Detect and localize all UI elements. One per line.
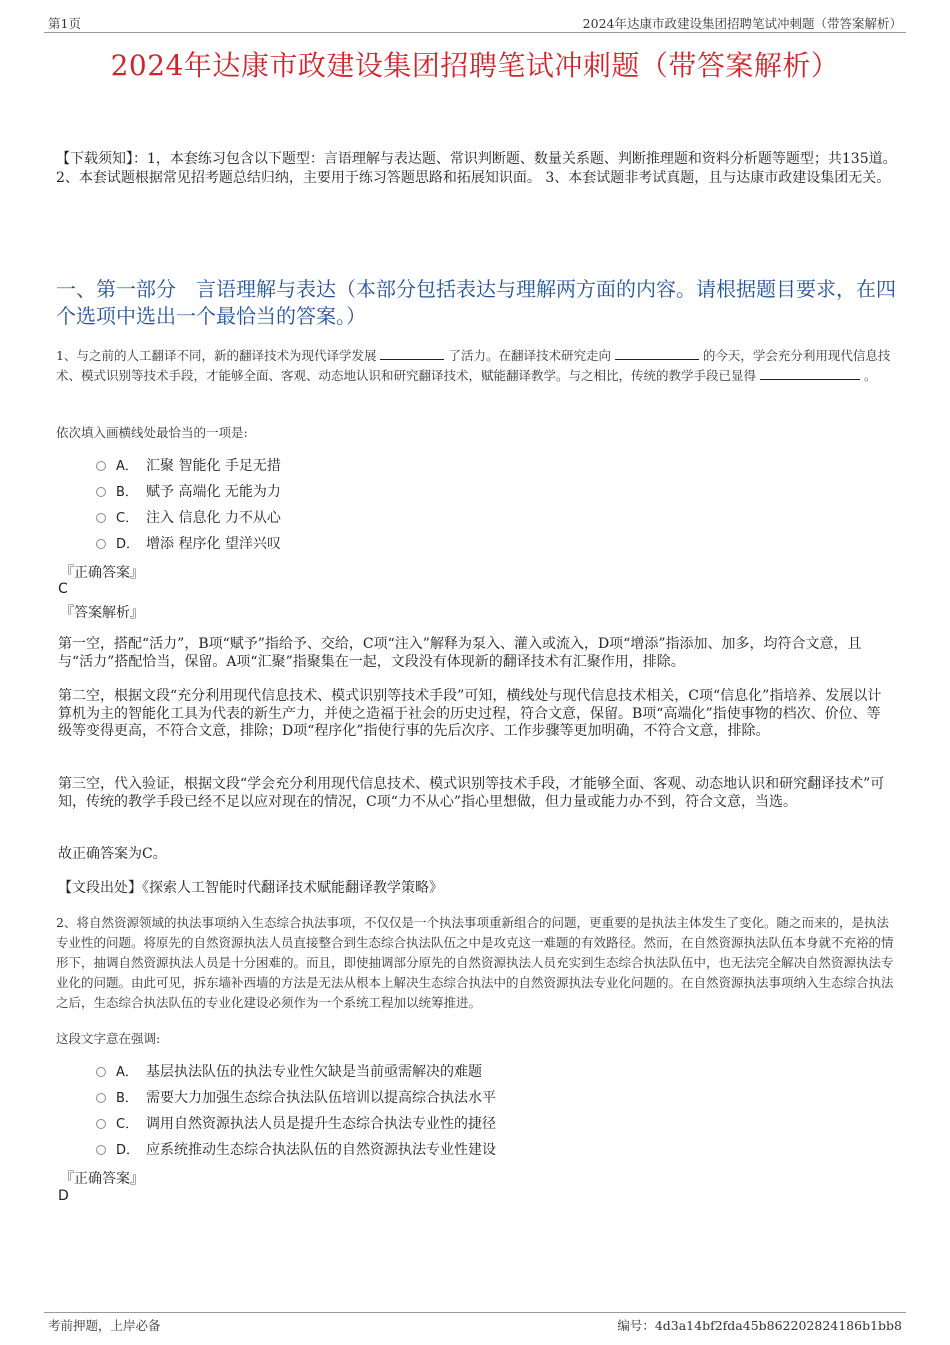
- radio-icon[interactable]: [96, 1093, 106, 1103]
- blank-2: [615, 347, 699, 360]
- question-1-options: [96, 453, 281, 557]
- header-doc-title: 2024年达康市政建设集团招聘笔试冲刺题（带答案解析）: [582, 16, 902, 31]
- option-b[interactable]: B． 需要大力加强生态综合执法队伍培训以提高综合执法水平: [96, 1085, 496, 1111]
- page-footer: [44, 1312, 906, 1333]
- correct-answer-label: 『正确答案』: [60, 1171, 144, 1187]
- option-a[interactable]: A． 汇聚 智能化 手足无措: [96, 453, 281, 479]
- radio-icon[interactable]: [96, 539, 106, 549]
- question-2-text: 2、将自然资源领域的执法事项纳入生态综合执法事项，不仅仅是一个执法事项重新组合的问题，更重要的是执法主体发生了变化。随之而来的，是执法专业性的问题。将原先的自然资源执法人员直接整合到生态综合执法队伍之中是攻克这一难题的有效路径。然而，在自然资源执法队伍本身就不充裕的情形下，抽调自然资源执法人员是十分困难的。而且，即使抽调部分原先的自然资源执法人员充实到生态综合执法队伍中，也无法完全解决自然资源执法专业化的问题。由此可见，拆东墙补西墙的方法是无法从根本上解决生态综合执法中的自然资源执法专业化问题的。在自然资源执法事项纳入生态综合执法之后，生态综合执法队伍的专业化建设必须作为一个系统工程加以统筹推进。: [56, 915, 894, 1010]
- blank-1: [380, 347, 444, 360]
- analysis-conclusion: 故正确答案为C。: [58, 846, 167, 862]
- option-c[interactable]: C． 注入 信息化 力不从心: [96, 505, 281, 531]
- option-b[interactable]: B． 赋予 高端化 无能为力: [96, 479, 281, 505]
- download-notice: 【下载须知】：1，本套练习包含以下题型：言语理解与表达题、常识判断题、数量关系题、判断推理题和资料分析题等题型；共135道。 2、本套试题根据常见招考题总结归纳，主要用于练习答题思路和拓展知识面。 3、本套试题非考试真题，且与达康市政建设集团无关。: [56, 151, 897, 186]
- question-2-options: [96, 1059, 496, 1163]
- radio-icon[interactable]: [96, 1067, 106, 1077]
- document-title: 2024年达康市政建设集团招聘笔试冲刺题（带答案解析）: [110, 49, 840, 82]
- correct-answer: D: [58, 1188, 69, 1204]
- option-c[interactable]: C． 调用自然资源执法人员是提升生态综合执法专业性的捷径: [96, 1111, 496, 1137]
- blank-3: [760, 367, 860, 380]
- option-d[interactable]: D． 增添 程序化 望洋兴叹: [96, 531, 281, 557]
- option-d[interactable]: D． 应系统推动生态综合执法队伍的自然资源执法专业性建设: [96, 1137, 496, 1163]
- source-citation: 【文段出处】《探索人工智能时代翻译技术赋能翻译教学策略》: [58, 880, 443, 896]
- footer-slogan: 考前押题，上岸必备: [48, 1318, 161, 1333]
- analysis-paragraph-2: 第二空，根据文段“充分利用现代信息技术、模式识别等技术手段”可知，横线处与现代信息技术相关，C项“信息化”指培养、发展以计算机为主的智能化工具为代表的新生产力，并使之造福于社会的历史过程，符合文意，保留。B项“高端化”指使事物的档次、价位、等级等变得更高，不符合文意，排除；D项“程序化”指使行事的先后次序、工作步骤等更加明确，不符合文意，排除。: [58, 688, 882, 739]
- page-header: [44, 10, 906, 33]
- radio-icon[interactable]: [96, 461, 106, 471]
- section-title: 一、第一部分 言语理解与表达（本部分包括表达与理解两方面的内容。请根据题目要求，在四个选项中选出一个最恰当的答案。）: [56, 277, 896, 328]
- radio-icon[interactable]: [96, 487, 106, 497]
- question-1-text-c: 的今天，学会充分利用现代信息技术、模式识别等技术手段，才能够全面、客观、动态地认识和研究翻译技术，赋能翻译教学。与之相比，传统的教学手段已显得: [56, 348, 891, 383]
- footer-serial-number: 编号：4d3a14bf2fda45b862202824186b1bb8: [617, 1318, 902, 1333]
- radio-icon[interactable]: [96, 1145, 106, 1155]
- radio-icon[interactable]: [96, 513, 106, 523]
- option-a[interactable]: A． 基层执法队伍的执法专业性欠缺是当前亟需解决的难题: [96, 1059, 496, 1085]
- radio-icon[interactable]: [96, 1119, 106, 1129]
- question-1-text-a: 1、与之前的人工翻译不同，新的翻译技术为现代译学发展: [56, 348, 377, 363]
- question-1-text-d: 。: [863, 368, 877, 383]
- question-1-prompt: 依次填入画横线处最恰当的一项是:: [56, 425, 248, 440]
- analysis-paragraph-1: 第一空，搭配“活力”，B项“赋予”指给予、交给，C项“注入”解释为泵入、灌入或流入，D项“增添”指添加、加多，均符合文意，且与“活力”搭配恰当，保留。A项“汇聚”指聚集在一起，文段没有体现新的翻译技术有汇聚作用，排除。: [58, 636, 862, 670]
- question-2-prompt: 这段文字意在强调:: [56, 1031, 161, 1046]
- correct-answer: C: [58, 581, 68, 597]
- page-number: 第1页: [48, 16, 81, 31]
- analysis-paragraph-3: 第三空，代入验证，根据文段“学会充分利用现代信息技术、模式识别等技术手段，才能够全面、客观、动态地认识和研究翻译技术”可知，传统的教学手段已经不足以应对现在的情况，C项“力不从心”指心里想做，但力量或能力办不到，符合文意，当选。: [58, 776, 885, 810]
- analysis-label: 『答案解析』: [60, 605, 144, 621]
- question-1-text-b: 了活力。在翻译技术研究走向: [448, 348, 611, 363]
- correct-answer-label: 『正确答案』: [60, 565, 144, 581]
- question-1-text: [56, 346, 898, 386]
